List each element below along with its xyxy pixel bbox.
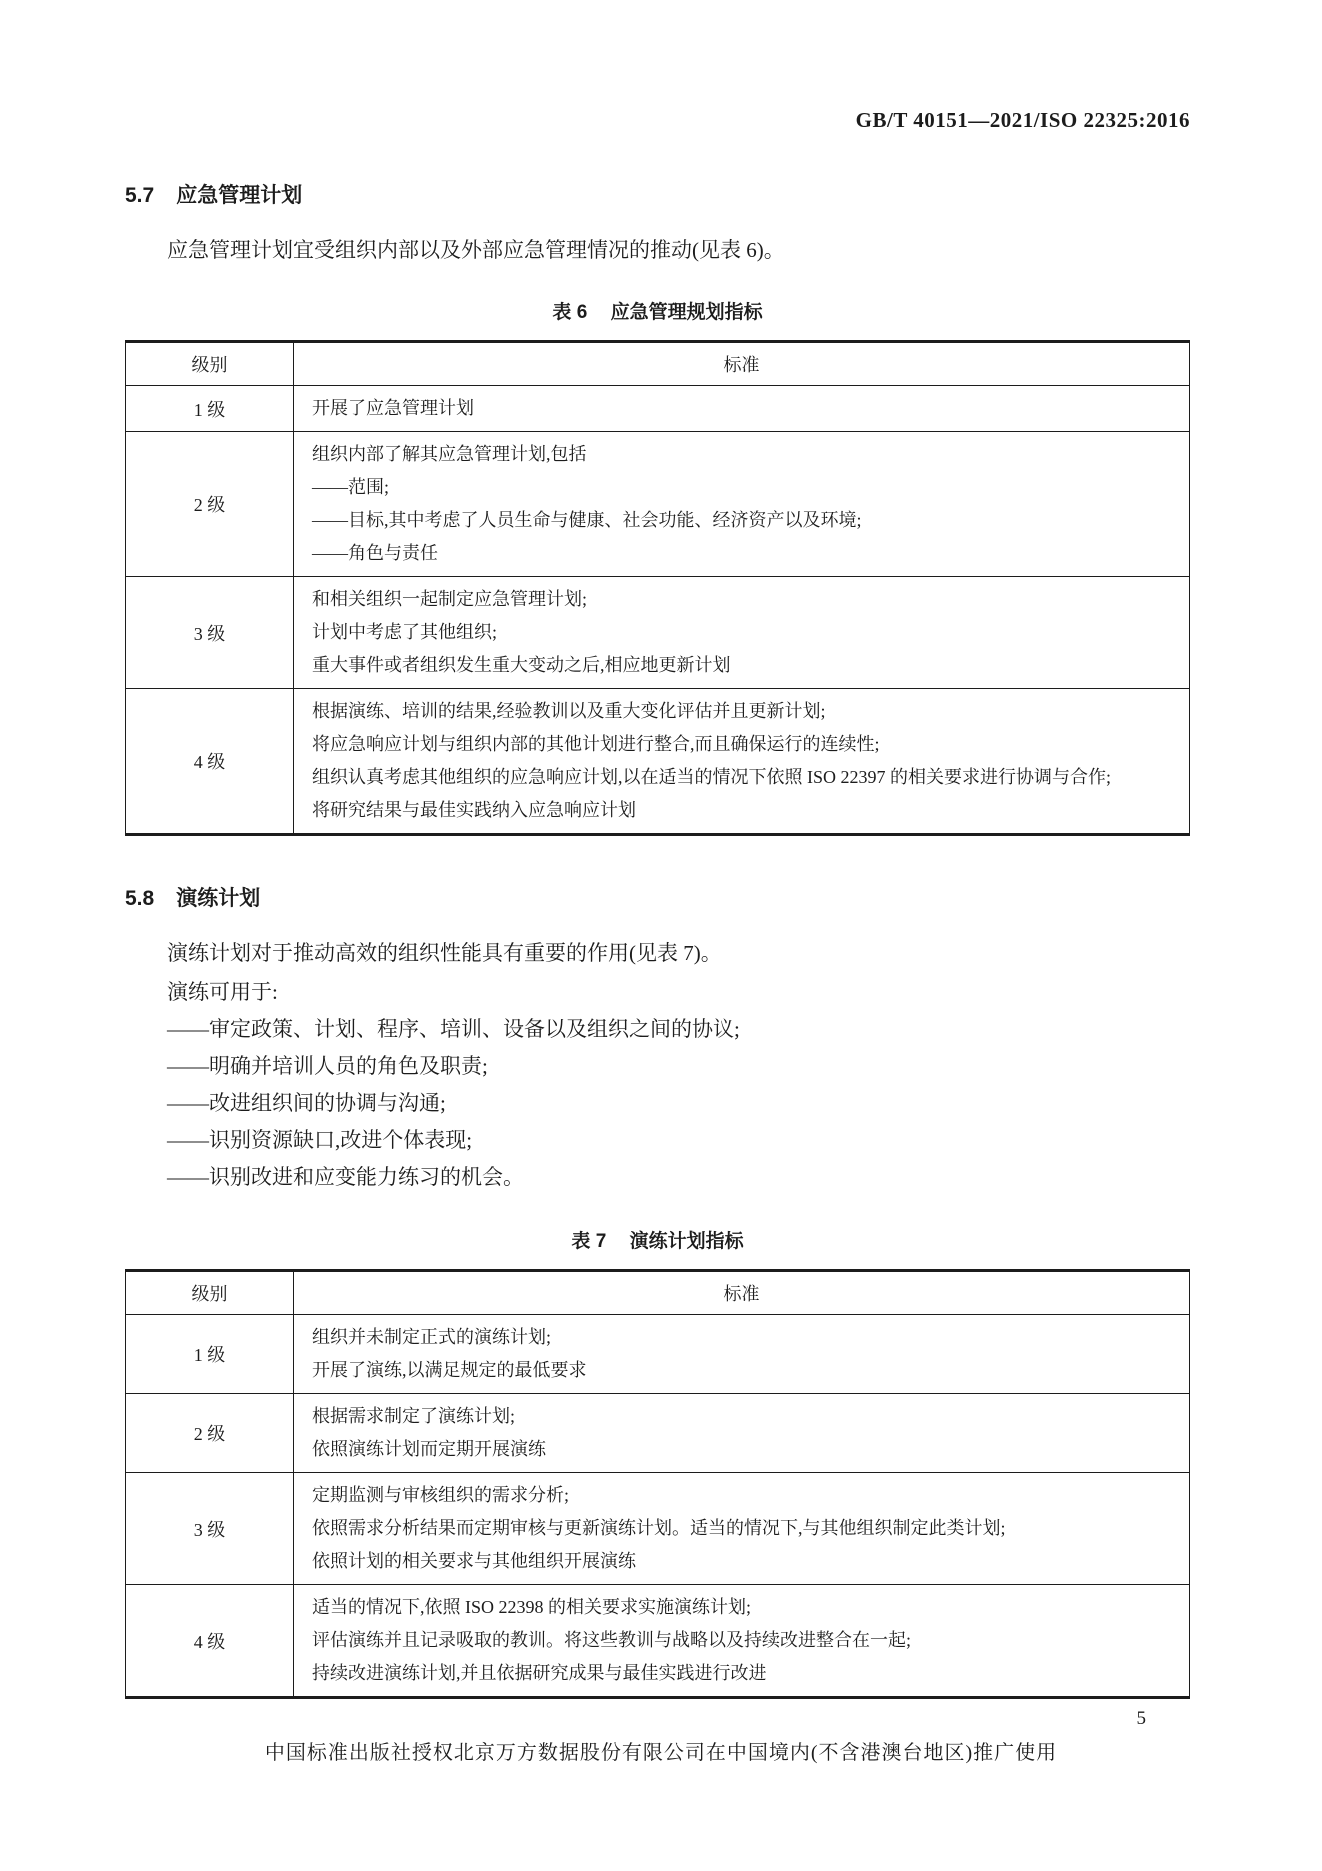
criteria-line: 开展了演练,以满足规定的最低要求: [312, 1360, 587, 1380]
table7-header-row: [126, 1271, 1190, 1315]
criteria-line: 根据需求制定了演练计划;: [312, 1406, 515, 1426]
criteria-line: 根据演练、培训的结果,经验教训以及重大变化评估并且更新计划;: [312, 701, 826, 721]
level-cell: 1 级: [126, 386, 294, 432]
criteria-cell: [294, 1473, 1190, 1585]
criteria-line: 依照演练计划而定期开展演练: [312, 1439, 546, 1459]
table6: [125, 340, 1190, 836]
criteria-line: 将应急响应计划与组织内部的其他计划进行整合,而且确保运行的连续性;: [312, 734, 880, 754]
section-5-7-paragraph: 应急管理计划宜受组织内部以及外部应急管理情况的推动(见表 6)。: [167, 238, 785, 262]
criteria-line: 持续改进演练计划,并且依据研究成果与最佳实践进行改进: [312, 1663, 767, 1683]
criteria-line: 开展了应急管理计划: [312, 398, 474, 418]
criteria-line: 依照计划的相关要求与其他组织开展演练: [312, 1551, 636, 1571]
level-cell: 2 级: [126, 1394, 294, 1473]
table6-caption-label: 表 6: [552, 302, 588, 323]
table-row: [126, 1394, 1190, 1473]
table7-caption-label: 表 7: [571, 1231, 607, 1252]
section-number: 5.7: [125, 184, 155, 207]
criteria-line: 组织并未制定正式的演练计划;: [312, 1327, 551, 1347]
list-intro: 演练可用于:: [167, 980, 278, 1004]
criteria-cell: [294, 577, 1190, 689]
criteria-line: 重大事件或者组织发生重大变动之后,相应地更新计划: [312, 655, 731, 675]
page-header: [125, 0, 1190, 133]
page-number: 5: [1136, 1708, 1146, 1729]
criteria-line: 组织内部了解其应急管理计划,包括: [312, 444, 587, 464]
criteria-line: 依照需求分析结果而定期审核与更新演练计划。适当的情况下,与其他组织制定此类计划;: [312, 1518, 1006, 1538]
section-5-8-paragraph: 演练计划对于推动高效的组织性能具有重要的作用(见表 7)。: [167, 941, 722, 965]
criteria-line: 适当的情况下,依照 ISO 22398 的相关要求实施演练计划;: [312, 1597, 752, 1617]
table7-col-header-criteria: 标准: [294, 1271, 1190, 1315]
criteria-cell: [294, 1394, 1190, 1473]
table-row: [126, 1473, 1190, 1585]
level-cell: 1 级: [126, 1315, 294, 1394]
section-5-8-heading: [125, 882, 1190, 912]
list-item: ——明确并培训人员的角色及职责;: [167, 1054, 488, 1078]
section-title: 应急管理计划: [176, 184, 303, 207]
criteria-line: 计划中考虑了其他组织;: [312, 622, 497, 642]
page-content: [125, 0, 1190, 1699]
criteria-cell: [294, 689, 1190, 835]
section-title: 演练计划: [176, 887, 261, 910]
list-item: ——审定政策、计划、程序、培训、设备以及组织之间的协议;: [167, 1017, 740, 1041]
level-cell: 3 级: [126, 1473, 294, 1585]
criteria-line: 评估演练并且记录吸取的教训。将这些教训与战略以及持续改进整合在一起;: [312, 1630, 911, 1650]
table-row: [126, 689, 1190, 835]
criteria-cell: [294, 1315, 1190, 1394]
section-number: 5.8: [125, 887, 155, 910]
list-item: ——识别改进和应变能力练习的机会。: [167, 1165, 524, 1189]
level-cell: 3 级: [126, 577, 294, 689]
criteria-line: ——范围;: [312, 477, 390, 497]
list-item: ——改进组织间的协调与沟通;: [167, 1091, 446, 1115]
table6-caption-title: 应急管理规划指标: [610, 302, 763, 323]
table-row: [126, 577, 1190, 689]
table6-caption: [125, 297, 1190, 324]
standard-number: GB/T 40151—2021/ISO 22325:2016: [855, 108, 1190, 132]
level-cell: 2 级: [126, 432, 294, 577]
level-cell: 4 级: [126, 689, 294, 835]
criteria-line: 组织认真考虑其他组织的应急响应计划,以在适当的情况下依照 ISO 22397 的相关要求进行协调与合作;: [312, 767, 1112, 787]
list-item: ——识别资源缺口,改进个体表现;: [167, 1128, 473, 1152]
table-row: [126, 1585, 1190, 1698]
level-cell: 4 级: [126, 1585, 294, 1698]
criteria-cell: [294, 432, 1190, 577]
criteria-cell: [294, 1585, 1190, 1698]
table7-col-header-level: 级别: [126, 1271, 294, 1315]
section-5-7-heading: [125, 179, 1190, 209]
criteria-line: ——角色与责任: [312, 543, 438, 563]
footer-copyright: 中国标准出版社授权北京万方数据股份有限公司在中国境内(不含港澳台地区)推广使用: [264, 1742, 1058, 1764]
table6-header-row: [126, 342, 1190, 386]
criteria-line: 将研究结果与最佳实践纳入应急响应计划: [312, 800, 636, 820]
table-row: [126, 432, 1190, 577]
criteria-cell: [294, 386, 1190, 432]
criteria-line: ——目标,其中考虑了人员生命与健康、社会功能、经济资产以及环境;: [312, 510, 862, 530]
table6-col-header-criteria: 标准: [294, 342, 1190, 386]
criteria-line: 定期监测与审核组织的需求分析;: [312, 1485, 569, 1505]
table7-caption-title: 演练计划指标: [629, 1231, 744, 1252]
table6-col-header-level: 级别: [126, 342, 294, 386]
table-row: [126, 1315, 1190, 1394]
table7: [125, 1269, 1190, 1699]
criteria-line: 和相关组织一起制定应急管理计划;: [312, 589, 587, 609]
table-row: [126, 386, 1190, 432]
table7-caption: [125, 1226, 1190, 1253]
